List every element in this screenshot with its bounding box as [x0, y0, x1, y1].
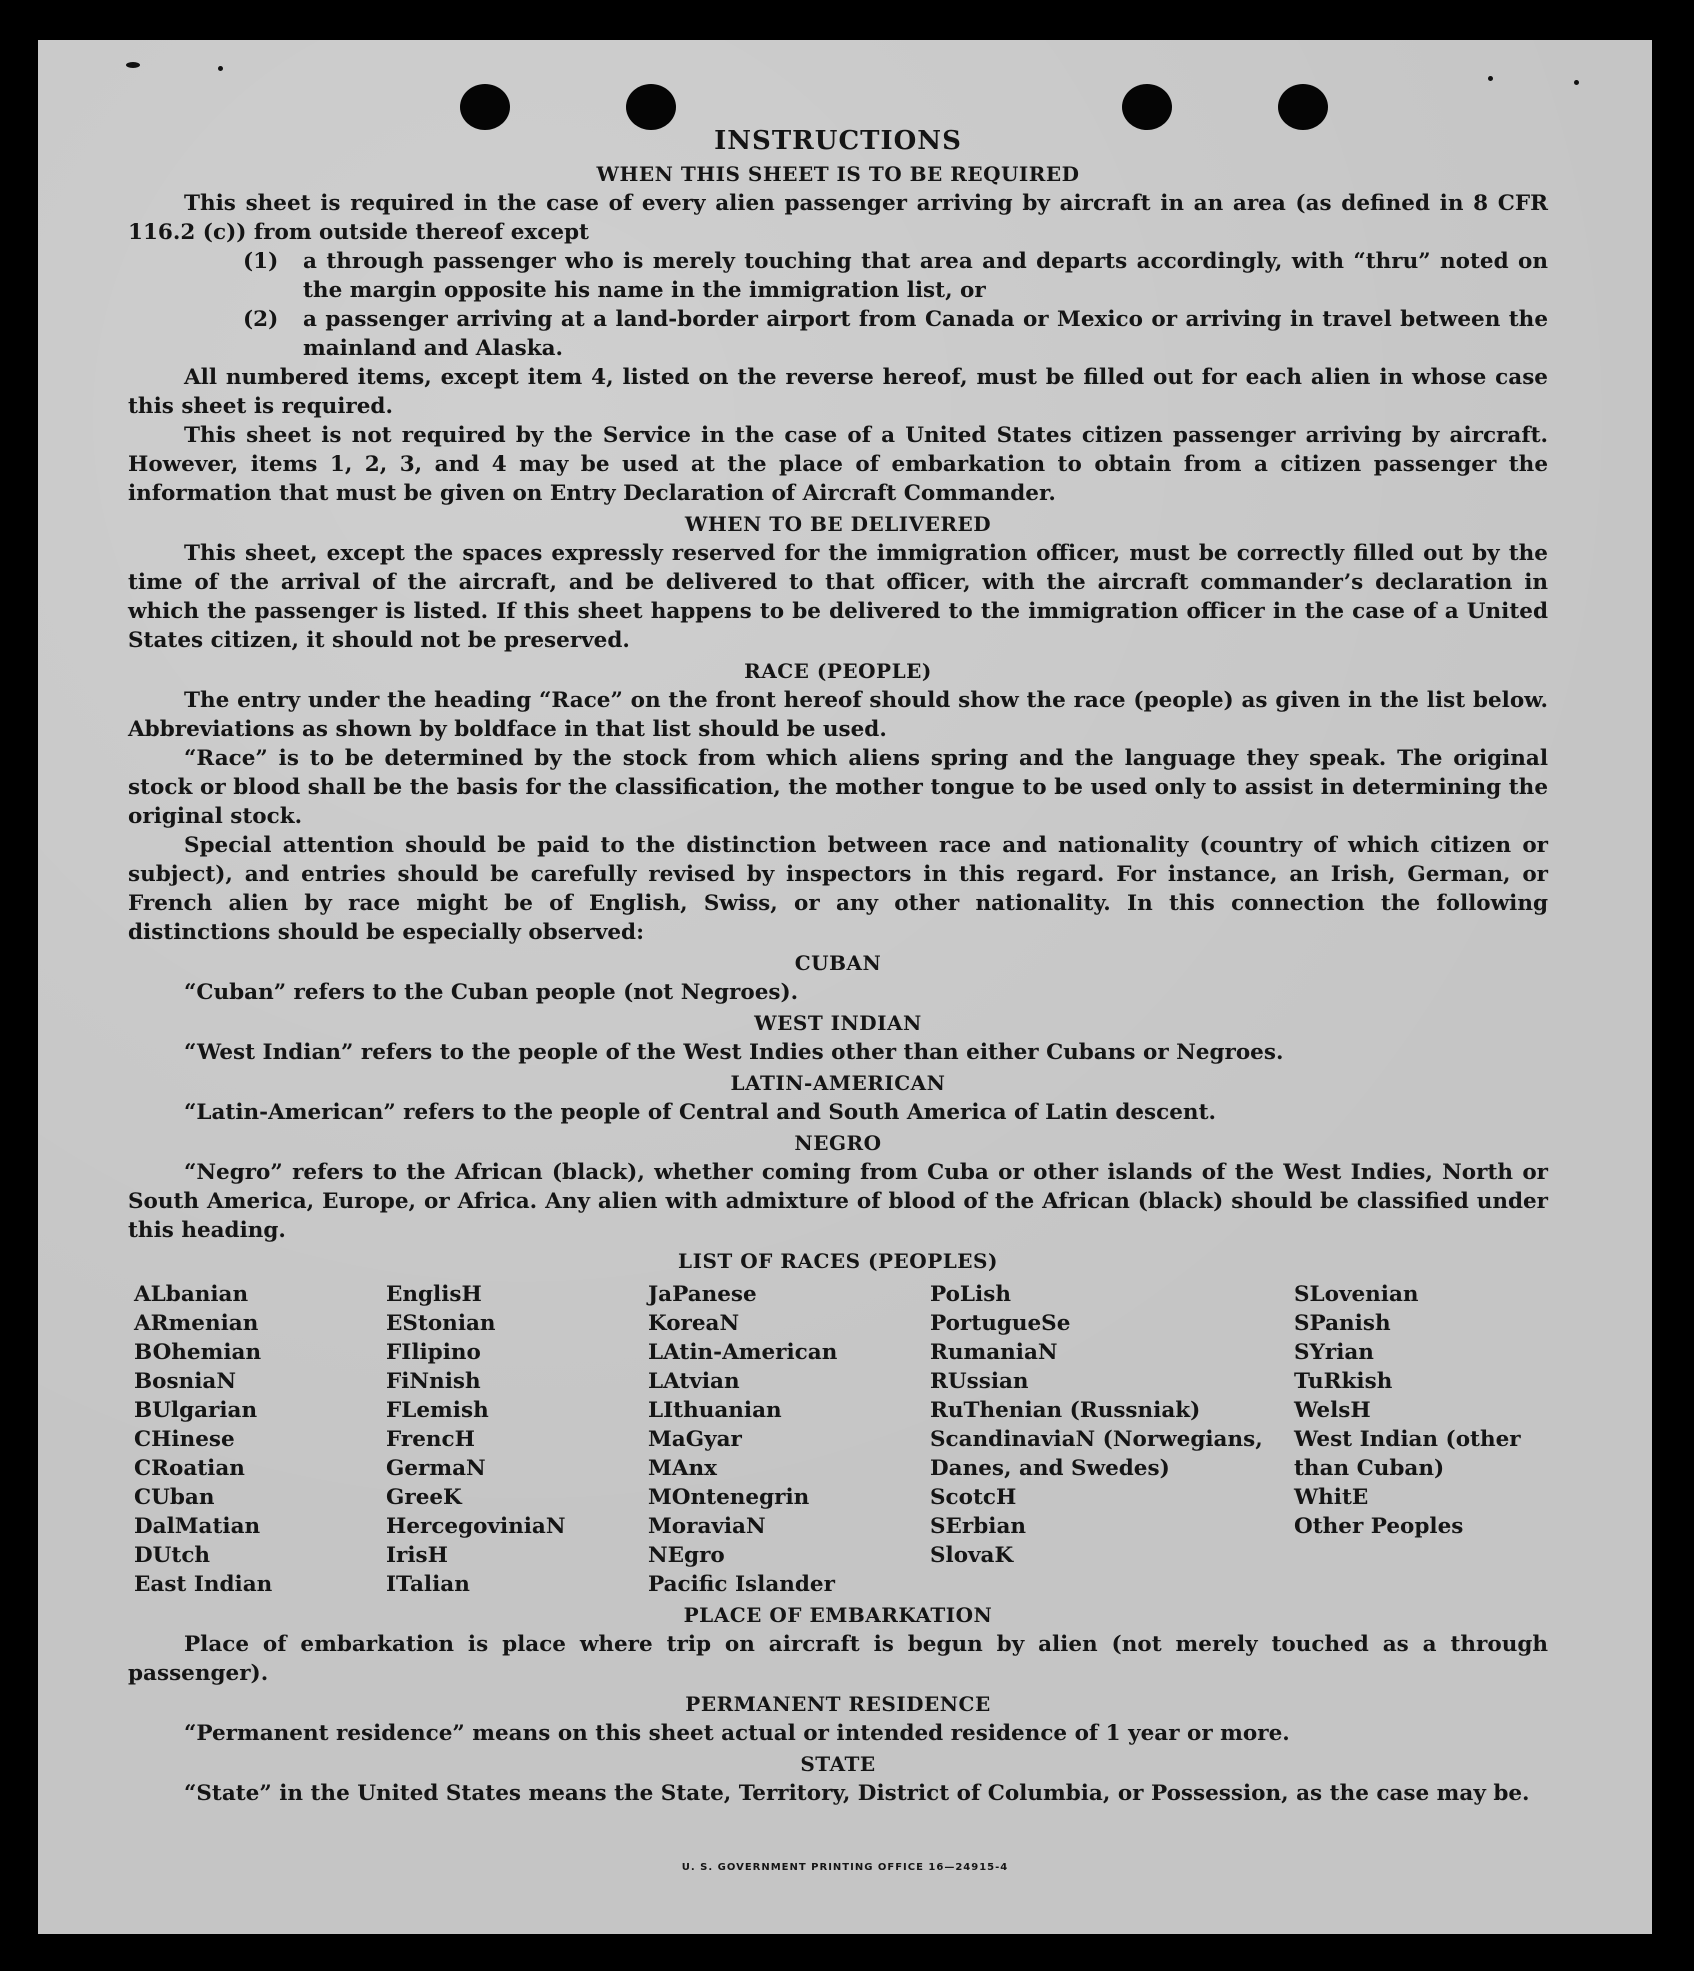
race-entry: LAtvian — [648, 1369, 740, 1394]
race-entry: GermaN — [386, 1456, 486, 1481]
section-heading-race: RACE (PEOPLE) — [744, 659, 932, 683]
race-entry: IrisH — [386, 1543, 448, 1568]
when-delivered-text: This sheet, except the spaces expressly reserved for the immigration officer, must be correctly filled out by the time of the arrival of the aircraft, and be delivered to that officer, with the aircraft commander’s declaration in which the passenger is listed. If this sheet happens to be delivered to the immigration officer in the case of a United States citizen, it should not be preserved. — [128, 541, 1548, 653]
ink-speck — [1574, 80, 1579, 85]
state-text: “State” in the United States means the State, Territory, District of Columbia, or Possession, as the case may be. — [184, 1781, 1530, 1806]
race-entry: East Indian — [134, 1572, 273, 1597]
race-entry: Other Peoples — [1294, 1514, 1464, 1539]
race-entry: NEgro — [648, 1543, 725, 1568]
race-entry: MaGyar — [648, 1427, 742, 1452]
races-column — [380, 1280, 642, 1599]
race-entry: ARmenian — [134, 1311, 259, 1336]
races-list — [128, 1280, 1548, 1599]
race-entry: ALbanian — [134, 1282, 249, 1307]
residence-text: “Permanent residence” means on this sheet actual or intended residence of 1 year or more. — [184, 1721, 1290, 1746]
race-entry: RumaniaN — [930, 1340, 1058, 1365]
ink-speck — [126, 62, 140, 68]
race-entry: SYrian — [1294, 1340, 1374, 1365]
race-entry: CHinese — [134, 1427, 235, 1452]
race-entry: ITalian — [386, 1572, 470, 1597]
section-heading-state: STATE — [800, 1752, 876, 1776]
race-entry: MoraviaN — [648, 1514, 766, 1539]
race-entry: MAnx — [648, 1456, 717, 1481]
race-entry: BOhemian — [134, 1340, 262, 1365]
race-entry: PortugueSe — [930, 1311, 1071, 1336]
race-para3: Special attention should be paid to the distinction between race and nationality (country of which citizen or subject), and entries should be carefully revised by inspectors in this regard. For instance, an Irish, German, or French alien by race might be of English, Swiss, or any other nationality. In this connection the following distinctions should be especially observed: — [128, 833, 1548, 945]
race-entry: KoreaN — [648, 1311, 740, 1336]
race-entry: EnglisH — [386, 1282, 482, 1307]
section-heading-when-delivered: WHEN TO BE DELIVERED — [684, 512, 992, 536]
section-heading-races-list: LIST OF RACES (PEOPLES) — [678, 1249, 998, 1273]
race-entry: FiNnish — [386, 1369, 481, 1394]
races-column — [128, 1280, 380, 1599]
exception-item — [243, 305, 1548, 363]
section-heading-embarkation: PLACE OF EMBARKATION — [683, 1603, 993, 1627]
race-entry: DalMatian — [134, 1514, 261, 1539]
race-entry: ScotcH — [930, 1485, 1017, 1510]
printing-office-imprint: U. S. GOVERNMENT PRINTING OFFICE 16—24915-4 — [681, 1862, 1009, 1873]
race-entry: WhitE — [1294, 1485, 1369, 1510]
race-entry: MOntenegrin — [648, 1485, 810, 1510]
west-indian-text: “West Indian” refers to the people of the West Indies other than either Cubans or Negroes. — [184, 1040, 1284, 1065]
race-entry: RuThenian (Russniak) — [930, 1398, 1201, 1423]
section-heading-west-indian: WEST INDIAN — [754, 1011, 922, 1035]
race-para1: The entry under the heading “Race” on the front hereof should show the race (people) as given in the list below. Abbreviations as shown by boldface in that list should be used. — [128, 688, 1548, 742]
when-required-para2: All numbered items, except item 4, listed on the reverse hereof, must be filled out for each alien in whose case this sheet is required. — [128, 365, 1548, 419]
page-title: INSTRUCTIONS — [714, 126, 962, 156]
document-sheet — [38, 40, 1652, 1934]
race-entry: PoLish — [930, 1282, 1011, 1307]
exception-text: a through passenger who is merely touching that area and departs accordingly, with “thru” noted on the margin opposite his name in the immigration list, or — [303, 249, 1548, 303]
race-entry: FrencH — [386, 1427, 475, 1452]
race-entry: BUlgarian — [134, 1398, 258, 1423]
race-entry: ScandinaviaN (Norwegians, Danes, and Swedes) — [930, 1427, 1263, 1481]
races-column — [642, 1280, 924, 1599]
section-heading-cuban: CUBAN — [794, 951, 882, 975]
race-entry: EStonian — [386, 1311, 496, 1336]
race-entry: TuRkish — [1294, 1369, 1393, 1394]
section-heading-negro: NEGRO — [794, 1131, 882, 1155]
race-entry: BosniaN — [134, 1369, 236, 1394]
exception-number: (1) — [243, 249, 279, 274]
negro-text: “Negro” refers to the African (black), whether coming from Cuba or other islands of the West Indies, North or South America, Europe, or Africa. Any alien with admixture of blood of the African (black) should be classified under this heading. — [128, 1160, 1548, 1243]
when-required-intro: This sheet is required in the case of every alien passenger arriving by aircraft in an area (as defined in 8 CFR 116.2 (c)) from outside thereof except — [128, 191, 1548, 245]
race-entry: FLemish — [386, 1398, 489, 1423]
race-entry: LAtin-American — [648, 1340, 838, 1365]
race-entry: CRoatian — [134, 1456, 245, 1481]
race-entry: HercegoviniaN — [386, 1514, 566, 1539]
exception-item — [243, 247, 1548, 305]
race-entry: SLovenian — [1294, 1282, 1419, 1307]
when-required-para3: This sheet is not required by the Service in the case of a United States citizen passenger arriving by aircraft. However, items 1, 2, 3, and 4 may be used at the place of embarkation to obtain from a citizen passenger the information that must be given on Entry Declaration of Aircraft Commander. — [128, 423, 1548, 506]
races-column — [924, 1280, 1288, 1599]
latin-american-text: “Latin-American” refers to the people of Central and South America of Latin descent. — [184, 1100, 1216, 1125]
race-entry: SPanish — [1294, 1311, 1391, 1336]
race-entry: Pacific Islander — [648, 1572, 835, 1597]
race-entry: WelsH — [1294, 1398, 1371, 1423]
race-entry: West Indian (other than Cuban) — [1294, 1427, 1521, 1481]
race-entry: FIlipino — [386, 1340, 481, 1365]
cuban-text: “Cuban” refers to the Cuban people (not Negroes). — [184, 980, 799, 1005]
race-entry: LIthuanian — [648, 1398, 782, 1423]
race-entry: GreeK — [386, 1485, 462, 1510]
race-para2: “Race” is to be determined by the stock from which aliens spring and the language they speak. The original stock or blood shall be the basis for the classification, the mother tongue to be used only to assist in determining the original stock. — [128, 746, 1548, 829]
section-heading-latin-american: LATIN-AMERICAN — [730, 1071, 946, 1095]
exception-number: (2) — [243, 307, 279, 332]
race-entry: SErbian — [930, 1514, 1027, 1539]
race-entry: SlovaK — [930, 1543, 1014, 1568]
race-entry: DUtch — [134, 1543, 211, 1568]
section-heading-residence: PERMANENT RESIDENCE — [685, 1692, 991, 1716]
embarkation-text: Place of embarkation is place where trip on aircraft is begun by alien (not merely touched as a through passenger). — [128, 1632, 1548, 1686]
section-heading-when-required: WHEN THIS SHEET IS TO BE REQUIRED — [596, 162, 1080, 186]
instructions-body — [128, 122, 1548, 1808]
race-entry: JaPanese — [648, 1282, 757, 1307]
ink-speck — [1488, 76, 1493, 81]
ink-speck — [218, 66, 223, 71]
race-entry: RUssian — [930, 1369, 1029, 1394]
race-entry: CUban — [134, 1485, 215, 1510]
races-column — [1288, 1280, 1548, 1599]
exception-text: a passenger arriving at a land-border airport from Canada or Mexico or arriving in travel between the mainland and Alaska. — [303, 307, 1548, 361]
